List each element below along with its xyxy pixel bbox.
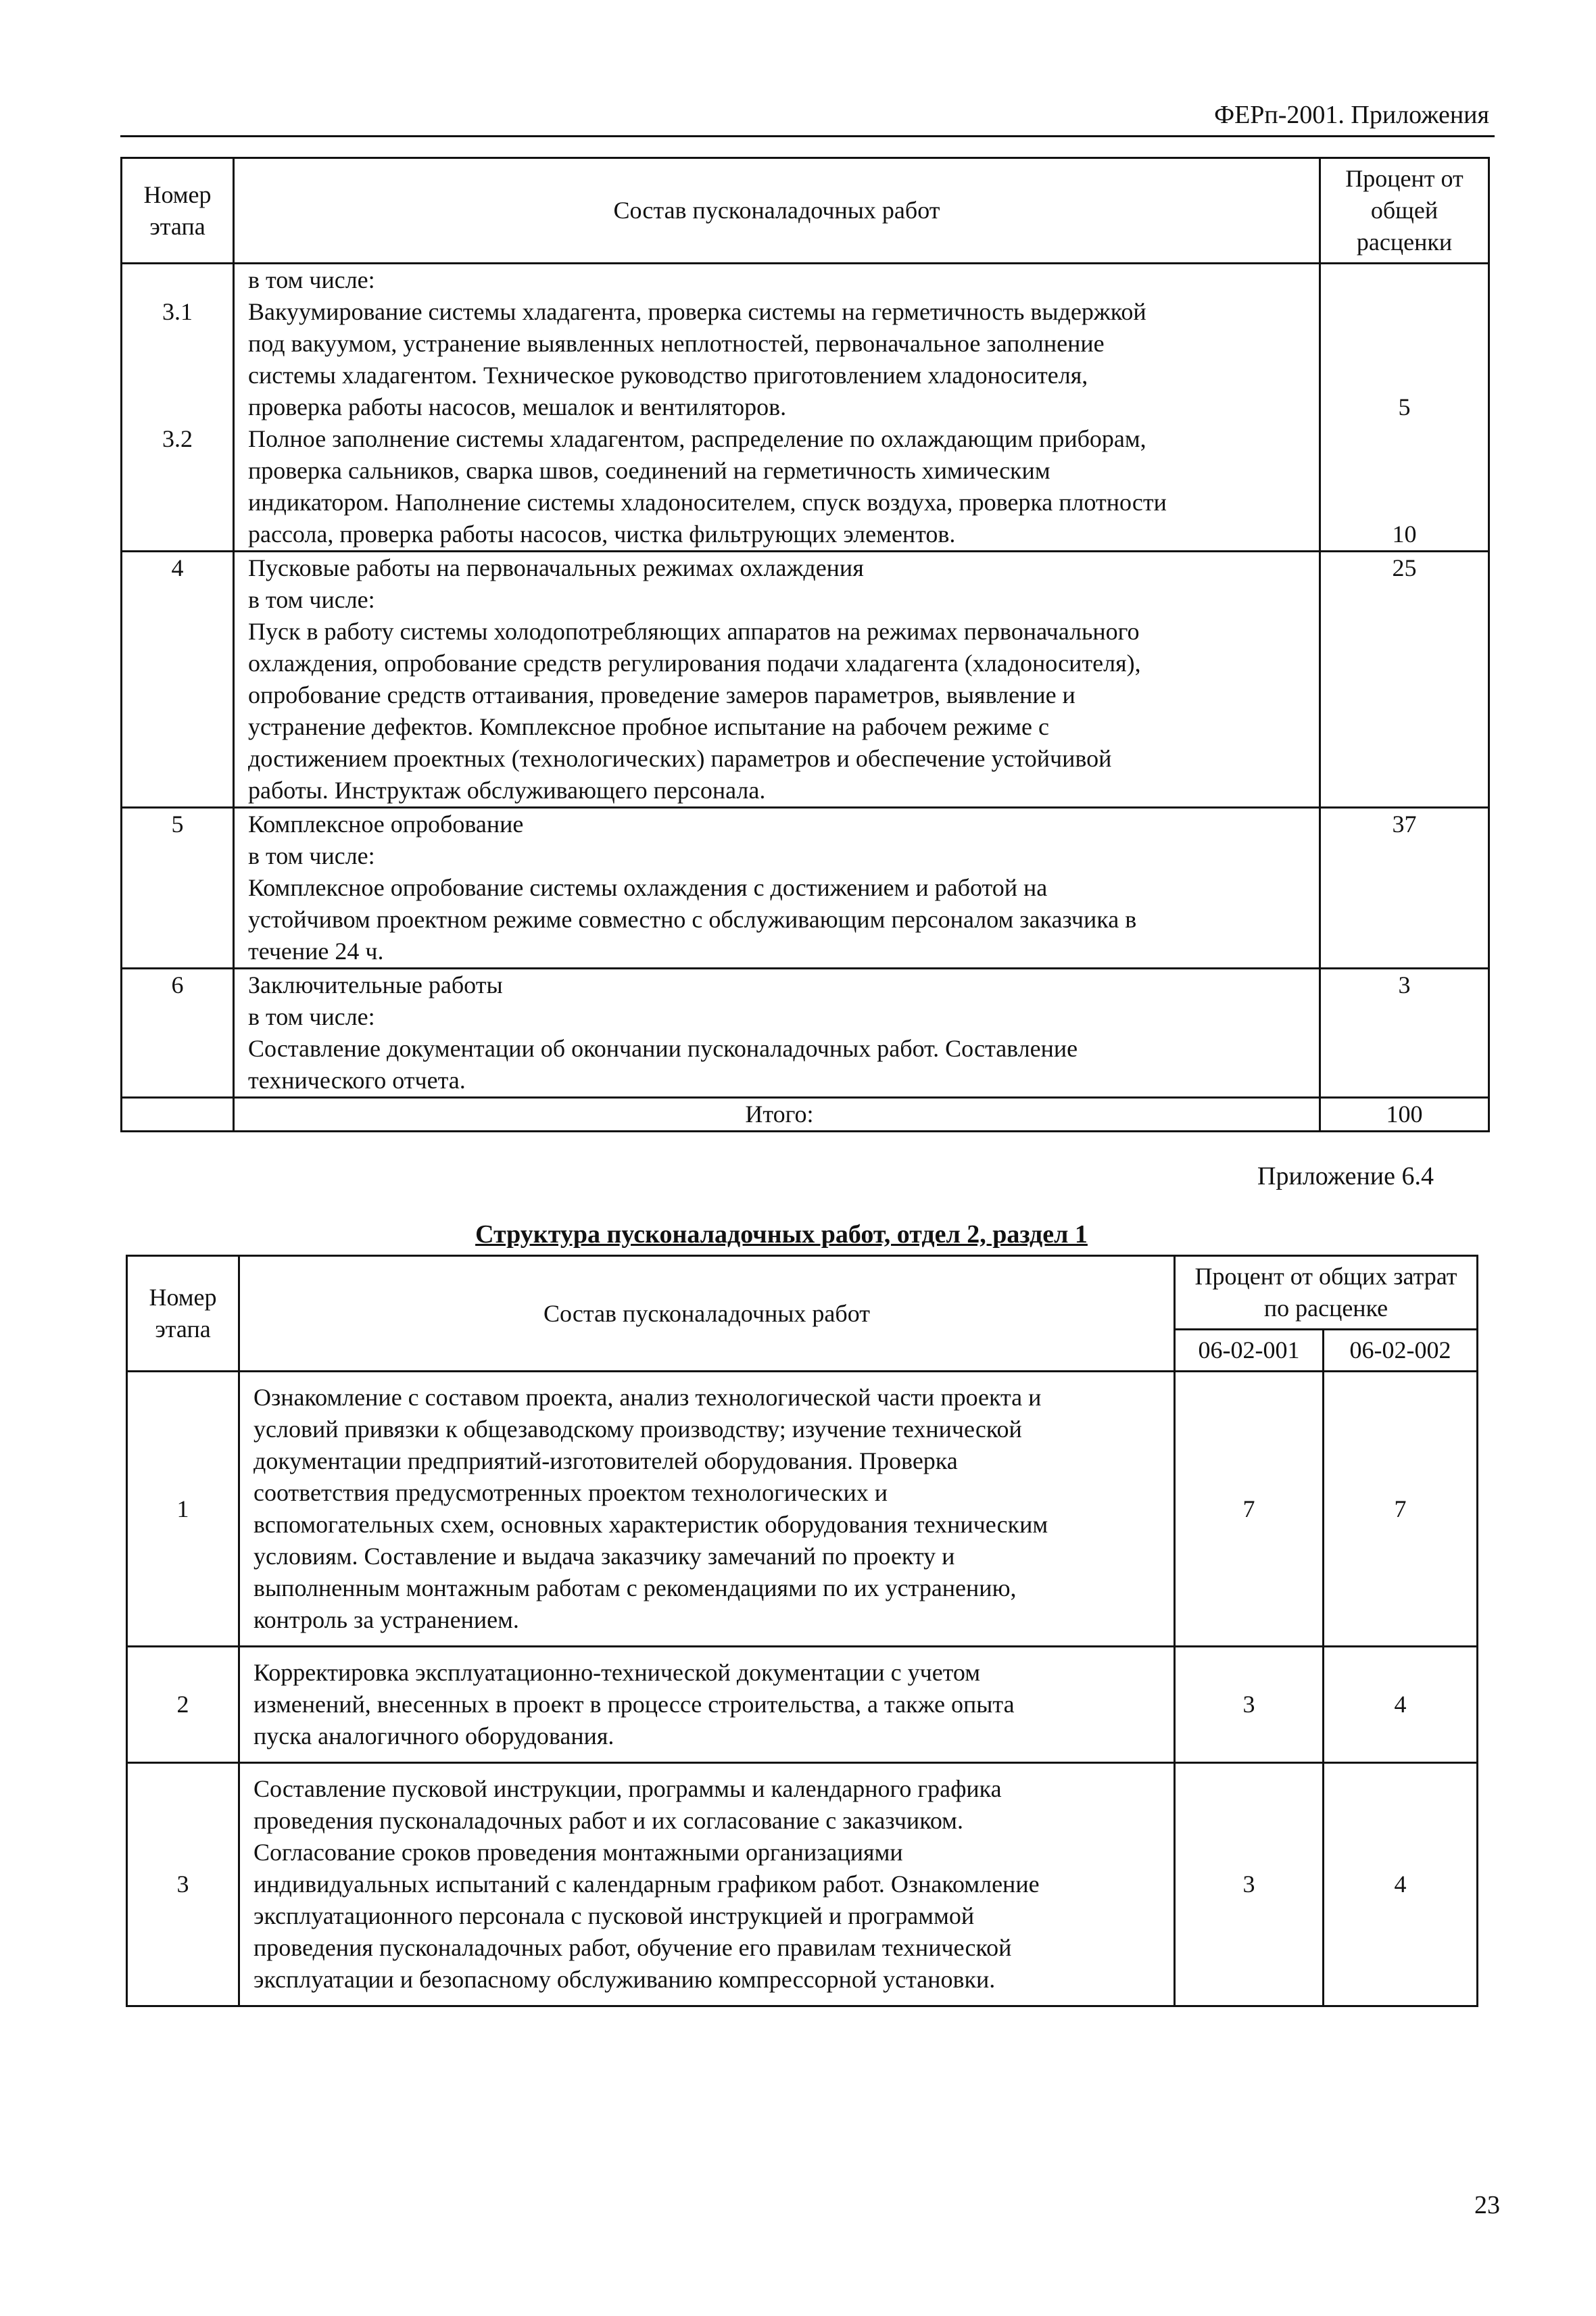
stage-number: 6 bbox=[122, 969, 234, 1098]
description-line: в том числе: bbox=[248, 586, 375, 613]
description-line: индикатором. Наполнение системы хладоносителем, спуск воздуха, проверка плотности bbox=[248, 489, 1167, 516]
running-header: ФЕРп-2001. Приложения bbox=[1214, 101, 1489, 129]
percent-value: 3 bbox=[1175, 1647, 1324, 1763]
header-percent-group: Процент от общих затрат по расценке bbox=[1175, 1256, 1478, 1330]
description-line: проверка сальников, сварка швов, соединений на герметичность химическим bbox=[248, 457, 1050, 484]
work-description-cell bbox=[239, 1647, 1175, 1763]
description-line: достижением проектных (технологических) параметров и обеспечение устойчивой bbox=[248, 745, 1112, 772]
description-line: соответствия предусмотренных проектом технологических и bbox=[253, 1479, 888, 1506]
percent-value: 7 bbox=[1324, 1372, 1478, 1647]
description-line: Корректировка эксплуатационно-технической документации с учетом bbox=[253, 1659, 981, 1686]
description-line: технического отчета. bbox=[248, 1067, 466, 1094]
description-line: Ознакомление с составом проекта, анализ технологической части проекта и bbox=[253, 1384, 1042, 1411]
percent-value: 25 bbox=[1320, 552, 1489, 808]
description-line: устойчивом проектном режиме совместно с обслуживающим персоналом заказчика в bbox=[248, 906, 1137, 933]
header-percent: Процент от общей расценки bbox=[1320, 158, 1489, 264]
empty-cell bbox=[122, 1098, 234, 1132]
header-work-composition: Состав пусконаладочных работ bbox=[234, 158, 1320, 264]
stage-number: 5 bbox=[122, 808, 234, 969]
description-line: документации предприятий-изготовителей оборудования. Проверка bbox=[253, 1447, 958, 1474]
description-line: контроль за устранением. bbox=[253, 1606, 519, 1633]
description-line: устранение дефектов. Комплексное пробное испытание на рабочем режиме с bbox=[248, 713, 1049, 740]
percent-value: 4 bbox=[1324, 1763, 1478, 2006]
total-row bbox=[122, 1098, 1489, 1132]
description-line: Полное заполнение системы хладагентом, распределение по охлаждающим приборам, bbox=[248, 425, 1146, 452]
stage-number-cell bbox=[122, 264, 234, 552]
description-line: условий привязки к общезаводскому производству; изучение технической bbox=[253, 1416, 1022, 1443]
table-row bbox=[122, 808, 1489, 969]
description-line: проведения пусконаладочных работ и их согласование с заказчиком. bbox=[253, 1807, 963, 1834]
work-description-cell bbox=[234, 264, 1320, 552]
percent-value: 4 bbox=[1324, 1647, 1478, 1763]
description-line: Пуск в работу системы холодопотребляющих аппаратов на режимах первоначального bbox=[248, 618, 1140, 645]
appendix-label: Приложение 6.4 bbox=[1257, 1162, 1434, 1190]
stage-number: 3.2 bbox=[162, 425, 193, 452]
description-line: Согласование сроков проведения монтажными организациями bbox=[253, 1839, 903, 1866]
description-line: изменений, внесенных в проект в процессе строительства, а также опыта bbox=[253, 1691, 1015, 1718]
percent-value: 3 bbox=[1175, 1763, 1324, 2006]
work-description-cell bbox=[234, 808, 1320, 969]
table2-header-row bbox=[127, 1256, 1478, 1330]
description-line: охлаждения, опробование средств регулирования подачи хладагента (хладоносителя), bbox=[248, 650, 1141, 677]
table-row bbox=[127, 1647, 1478, 1763]
header-stage-number: Номер этапа bbox=[122, 158, 234, 264]
header-rule bbox=[120, 135, 1495, 137]
stages-table-2 bbox=[126, 1255, 1478, 2007]
percent-value: 5 bbox=[1398, 393, 1411, 420]
stage-number: 2 bbox=[127, 1647, 239, 1763]
stage-number: 4 bbox=[122, 552, 234, 808]
header-work-composition: Состав пусконаладочных работ bbox=[239, 1256, 1175, 1372]
header-code-06-02-001: 06-02-001 bbox=[1175, 1330, 1324, 1372]
stage-number: 3 bbox=[127, 1763, 239, 2006]
page-number: 23 bbox=[1474, 2191, 1500, 2219]
description-line: вспомогательных схем, основных характеристик оборудования техническим bbox=[253, 1511, 1048, 1538]
description-line: Вакуумирование системы хладагента, проверка системы на герметичность выдержкой bbox=[248, 298, 1146, 325]
table-row bbox=[127, 1763, 1478, 2006]
description-line: пуска аналогичного оборудования. bbox=[253, 1722, 614, 1750]
description-line: эксплуатационного персонала с пусковой инструкцией и программой bbox=[253, 1902, 975, 1929]
stage-number: 3.1 bbox=[162, 298, 193, 325]
description-line: проведения пусконаладочных работ, обучение его правилам технической bbox=[253, 1934, 1012, 1961]
header-stage-number: Номер этапа bbox=[127, 1256, 239, 1372]
table-row bbox=[122, 264, 1489, 552]
description-line: индивидуальных испытаний с календарным графиком работ. Ознакомление bbox=[253, 1871, 1040, 1898]
table-row bbox=[122, 969, 1489, 1098]
description-line: под вакуумом, устранение выявленных неплотностей, первоначальное заполнение bbox=[248, 330, 1105, 357]
description-line: рассола, проверка работы насосов, чистка фильтрующих элементов. bbox=[248, 521, 956, 548]
stages-table-1 bbox=[120, 157, 1490, 1132]
percent-value: 7 bbox=[1175, 1372, 1324, 1647]
table-row bbox=[127, 1372, 1478, 1647]
percent-value: 3 bbox=[1320, 969, 1489, 1098]
percent-value: 10 bbox=[1392, 521, 1417, 548]
description-line: Пусковые работы на первоначальных режимах охлаждения bbox=[248, 554, 864, 581]
description-line: Комплексное опробование системы охлаждения с достижением и работой на bbox=[248, 874, 1048, 901]
total-label: Итого: bbox=[234, 1098, 1320, 1132]
table1-header-row bbox=[122, 158, 1489, 264]
percent-cell bbox=[1320, 264, 1489, 552]
description-line: течение 24 ч. bbox=[248, 938, 384, 965]
table-caption: Структура пусконаладочных работ, отдел 2, раздел 1 bbox=[475, 1220, 1088, 1249]
description-line: Составление документации об окончании пусконаладочных работ. Составление bbox=[248, 1035, 1078, 1062]
description-line: работы. Инструктаж обслуживающего персонала. bbox=[248, 777, 766, 804]
work-description-cell bbox=[234, 969, 1320, 1098]
percent-value: 37 bbox=[1320, 808, 1489, 969]
stage-number: 1 bbox=[127, 1372, 239, 1647]
description-line: выполненным монтажным работам с рекомендациями по их устранению, bbox=[253, 1574, 1017, 1601]
description-line: эксплуатации и безопасному обслуживанию компрессорной установки. bbox=[253, 1966, 996, 1993]
description-line: условиям. Составление и выдача заказчику замечаний по проекту и bbox=[253, 1543, 955, 1570]
total-value: 100 bbox=[1320, 1098, 1489, 1132]
description-line: в том числе: bbox=[248, 1003, 375, 1030]
description-line: в том числе: bbox=[248, 266, 375, 293]
work-description-cell bbox=[239, 1763, 1175, 2006]
work-description-cell bbox=[239, 1372, 1175, 1647]
description-line: Составление пусковой инструкции, программы и календарного графика bbox=[253, 1775, 1002, 1802]
table-row bbox=[122, 552, 1489, 808]
description-line: опробование средств оттаивания, проведение замеров параметров, выявление и bbox=[248, 681, 1075, 708]
description-line: системы хладагентом. Техническое руководство приготовлением хладоносителя, bbox=[248, 362, 1088, 389]
description-line: в том числе: bbox=[248, 842, 375, 869]
description-line: Комплексное опробование bbox=[248, 811, 524, 838]
work-description-cell bbox=[234, 552, 1320, 808]
description-line: Заключительные работы bbox=[248, 971, 503, 998]
header-code-06-02-002: 06-02-002 bbox=[1324, 1330, 1478, 1372]
description-line: проверка работы насосов, мешалок и вентиляторов. bbox=[248, 393, 787, 420]
